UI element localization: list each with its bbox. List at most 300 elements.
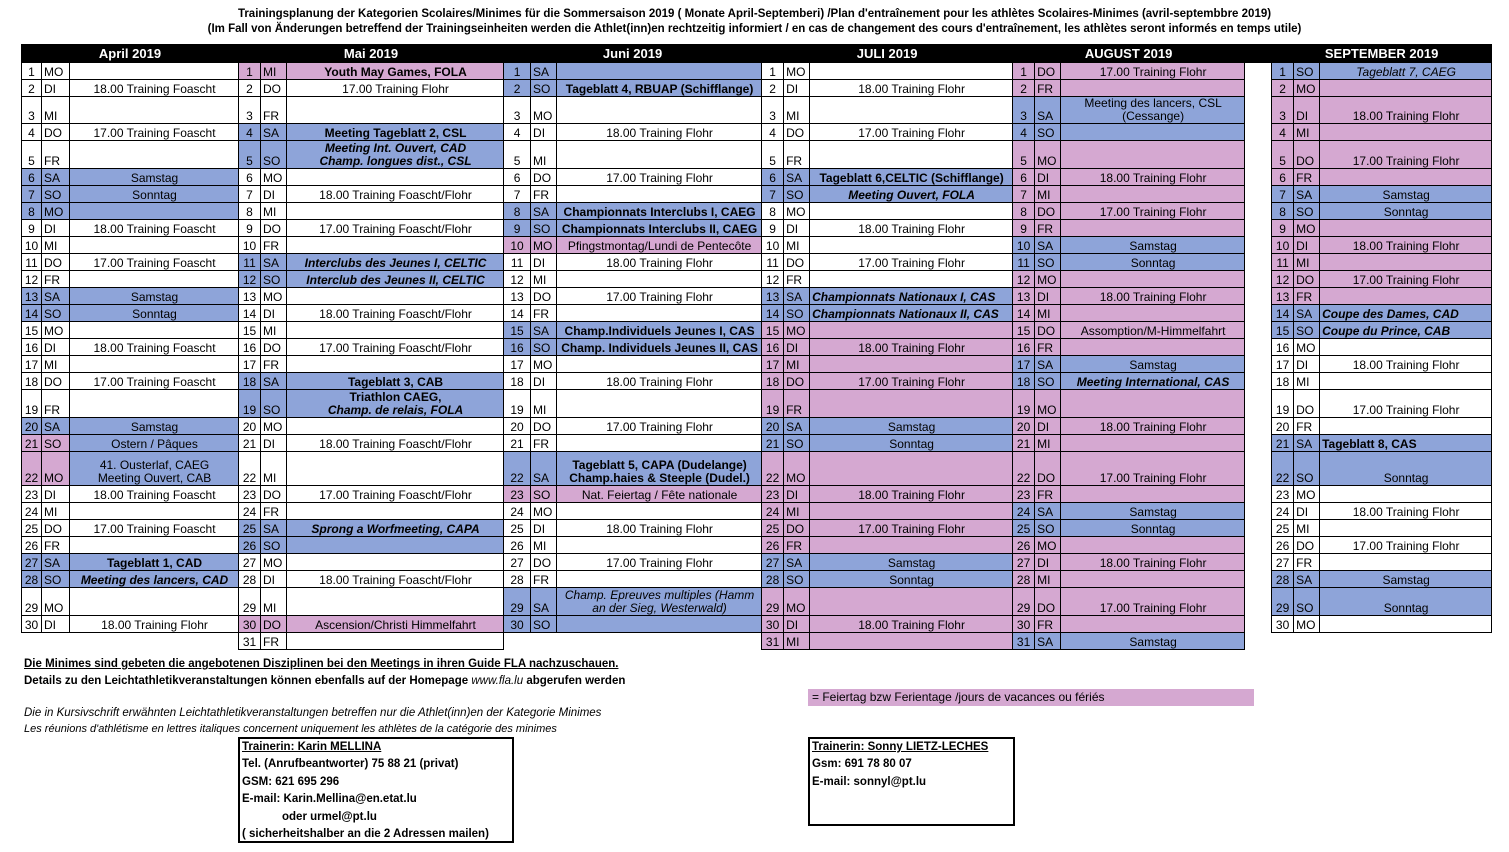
cell-event — [810, 271, 1013, 288]
cell-weekday: DI — [1294, 237, 1320, 254]
cell-day-number: 10 — [1272, 237, 1294, 254]
cell-day-number: 7 — [1272, 186, 1294, 203]
cell-day-number: 7 — [239, 186, 261, 203]
cell-event — [1061, 80, 1245, 97]
cell-event — [557, 97, 762, 124]
cell-weekday: SA — [1035, 503, 1061, 520]
cell-day-number: 31 — [762, 633, 784, 650]
cell-weekday: SO — [1035, 124, 1061, 141]
cell-day-number: 17 — [762, 356, 784, 373]
empty-cell — [504, 633, 531, 650]
calendar-row — [22, 288, 1492, 305]
cell-event: 18.00 Training Foascht/Flohr — [287, 186, 504, 203]
cell-weekday: SO — [1294, 322, 1320, 339]
cell-day-number: 15 — [762, 322, 784, 339]
cell-weekday: DI — [784, 486, 810, 503]
cell-weekday: DI — [42, 339, 70, 356]
cell-day-number: 30 — [1013, 616, 1035, 633]
cell-weekday: DI — [784, 616, 810, 633]
cell-day-number: 6 — [22, 169, 42, 186]
cell-weekday: FR — [1035, 80, 1061, 97]
month-header: April 2019 — [22, 45, 239, 63]
cell-event — [810, 356, 1013, 373]
cell-day-number: 8 — [239, 203, 261, 220]
cell-day-number: 12 — [762, 271, 784, 288]
cell-day-number: 19 — [504, 390, 531, 418]
cell-day-number: 7 — [1013, 186, 1035, 203]
cell-event: 18.00 Training Foascht — [70, 220, 239, 237]
cell-event — [70, 537, 239, 554]
cell-day-number: 24 — [504, 503, 531, 520]
cell-event — [557, 271, 762, 288]
holiday-legend: = Feiertag bzw Ferientage /jours de vacances ou fériés — [808, 689, 1254, 706]
month-header-row — [22, 45, 1492, 63]
cell-event — [1320, 80, 1492, 97]
cell-day-number: 9 — [1272, 220, 1294, 237]
cell-day-number: 14 — [762, 305, 784, 322]
calendar-row — [22, 305, 1492, 322]
calendar-row — [22, 418, 1492, 435]
cell-weekday: FR — [1035, 616, 1061, 633]
cell-day-number: 24 — [239, 503, 261, 520]
cell-day-number: 27 — [1013, 554, 1035, 571]
calendar-row — [22, 220, 1492, 237]
column-gap — [1245, 356, 1272, 373]
cell-weekday: SA — [42, 554, 70, 571]
cell-weekday: SO — [1294, 63, 1320, 80]
cell-event — [70, 271, 239, 288]
cell-event: 17.00 Training Foascht — [70, 520, 239, 537]
cell-event: Tageblatt 5, CAPA (Dudelange) Champ.haies & Steeple (Dudel.) — [557, 452, 762, 486]
cell-event — [810, 97, 1013, 124]
trainer-email[interactable]: E-mail: Karin.Mellina@en.etat.lu — [242, 793, 417, 806]
calendar-row — [22, 537, 1492, 554]
cell-weekday: SA — [1294, 571, 1320, 588]
cell-weekday: SA — [531, 203, 557, 220]
cell-day-number: 27 — [239, 554, 261, 571]
cell-event: 18.00 Training Foascht — [70, 339, 239, 356]
cell-event — [810, 237, 1013, 254]
cell-weekday: FR — [42, 537, 70, 554]
cell-weekday: SO — [1035, 373, 1061, 390]
column-gap — [1245, 220, 1272, 237]
cell-day-number: 27 — [22, 554, 42, 571]
column-gap — [1245, 169, 1272, 186]
cell-event: Samstag — [70, 288, 239, 305]
cell-event — [810, 503, 1013, 520]
cell-event: Ascension/Christi Himmelfahrt — [287, 616, 504, 633]
calendar-row — [22, 124, 1492, 141]
cell-weekday: SA — [1294, 186, 1320, 203]
cell-weekday: SO — [784, 435, 810, 452]
cell-day-number: 15 — [504, 322, 531, 339]
cell-event: Meeting International, CAS — [1061, 373, 1245, 390]
cell-day-number: 6 — [762, 169, 784, 186]
trainer-hint: ( sicherheitshalber an die 2 Adressen mailen) — [242, 828, 489, 841]
cell-day-number: 10 — [762, 237, 784, 254]
cell-event: 18.00 Training Flohr — [1061, 554, 1245, 571]
cell-day-number: 18 — [762, 373, 784, 390]
cell-day-number: 2 — [22, 80, 42, 97]
cell-weekday: SO — [784, 186, 810, 203]
cell-event: 18.00 Training Foascht/Flohr — [287, 435, 504, 452]
cell-event — [1061, 537, 1245, 554]
cell-weekday: MO — [1294, 486, 1320, 503]
month-header: AUGUST 2019 — [1013, 45, 1245, 63]
cell-day-number: 1 — [1013, 63, 1035, 80]
cell-day-number: 24 — [1013, 503, 1035, 520]
cell-weekday: FR — [261, 503, 287, 520]
cell-day-number: 26 — [1013, 537, 1035, 554]
cell-weekday: DI — [42, 220, 70, 237]
cell-weekday: DI — [784, 80, 810, 97]
cell-weekday: MO — [1294, 220, 1320, 237]
cell-day-number: 6 — [1272, 169, 1294, 186]
cell-weekday: MO — [261, 554, 287, 571]
cell-day-number: 14 — [1272, 305, 1294, 322]
calendar-row — [22, 80, 1492, 97]
cell-day-number: 11 — [239, 254, 261, 271]
cell-day-number: 19 — [22, 390, 42, 418]
cell-day-number: 8 — [22, 203, 42, 220]
cell-event: Champ. Individuels Jeunes II, CAS — [557, 339, 762, 356]
cell-event — [557, 305, 762, 322]
cell-day-number: 12 — [1272, 271, 1294, 288]
cell-weekday: DI — [531, 373, 557, 390]
calendar-row — [22, 588, 1492, 616]
cell-day-number: 11 — [504, 254, 531, 271]
cell-weekday: DO — [1294, 141, 1320, 169]
cell-day-number: 17 — [1272, 356, 1294, 373]
cell-day-number: 1 — [239, 63, 261, 80]
trainer-title: Trainerin: Sonny LIETZ-LECHES — [812, 741, 989, 753]
cell-event: Tageblatt 8, CAS — [1320, 435, 1492, 452]
cell-day-number: 16 — [22, 339, 42, 356]
cell-event — [557, 356, 762, 373]
cell-event — [70, 322, 239, 339]
cell-day-number: 8 — [504, 203, 531, 220]
cell-day-number: 16 — [1013, 339, 1035, 356]
cell-weekday: DO — [1035, 452, 1061, 486]
cell-event: Champ.Individuels Jeunes I, CAS — [557, 322, 762, 339]
cell-weekday: DI — [1035, 169, 1061, 186]
cell-weekday: MO — [261, 288, 287, 305]
cell-event — [70, 203, 239, 220]
cell-day-number: 28 — [504, 571, 531, 588]
cell-weekday: MI — [1294, 124, 1320, 141]
cell-day-number: 11 — [1272, 254, 1294, 271]
cell-event — [1061, 186, 1245, 203]
cell-day-number: 16 — [239, 339, 261, 356]
cell-day-number: 21 — [1272, 435, 1294, 452]
cell-day-number: 3 — [762, 97, 784, 124]
cell-event — [287, 633, 504, 650]
cell-event — [70, 63, 239, 80]
cell-day-number: 10 — [239, 237, 261, 254]
cell-event — [557, 503, 762, 520]
column-gap — [1245, 554, 1272, 571]
calendar-row — [22, 322, 1492, 339]
cell-event — [1320, 124, 1492, 141]
trainer-box-mellina — [238, 737, 514, 843]
cell-weekday: SO — [1294, 203, 1320, 220]
cell-event: Samstag — [1320, 571, 1492, 588]
calendar-row — [22, 97, 1492, 124]
cell-event — [1320, 254, 1492, 271]
cell-event: 17.00 Training Flohr — [810, 124, 1013, 141]
calendar-row — [22, 503, 1492, 520]
cell-weekday: DO — [42, 373, 70, 390]
cell-day-number: 14 — [22, 305, 42, 322]
cell-day-number: 14 — [504, 305, 531, 322]
cell-day-number: 15 — [22, 322, 42, 339]
cell-weekday: SO — [42, 435, 70, 452]
cell-day-number: 9 — [504, 220, 531, 237]
cell-event: 17.00 Training Flohr — [1320, 141, 1492, 169]
cell-event: Assomption/M-Himmelfahrt — [1061, 322, 1245, 339]
cell-day-number: 25 — [22, 520, 42, 537]
cell-weekday: FR — [531, 305, 557, 322]
cell-weekday: DO — [1035, 588, 1061, 616]
note-minimes-disciplines: Die Minimes sind gebeten die angebotenen Disziplinen bei den Meetings in ihren Guide FLA nachzuschauen. — [24, 658, 619, 670]
cell-day-number: 20 — [1013, 418, 1035, 435]
cell-day-number: 20 — [1272, 418, 1294, 435]
cell-weekday: SO — [784, 571, 810, 588]
cell-day-number: 31 — [239, 633, 261, 650]
cell-weekday: FR — [1294, 288, 1320, 305]
cell-event: Meeting Tageblatt 2, CSL — [287, 124, 504, 141]
cell-weekday: MO — [1035, 141, 1061, 169]
website-link[interactable]: www.fla.lu — [471, 675, 524, 687]
cell-weekday: MI — [1035, 571, 1061, 588]
cell-weekday: DI — [784, 339, 810, 356]
cell-weekday: MO — [261, 418, 287, 435]
cell-event: 17.00 Training Flohr — [557, 554, 762, 571]
cell-event: 18.00 Training Foascht — [70, 80, 239, 97]
cell-weekday: FR — [261, 237, 287, 254]
cell-event — [1061, 486, 1245, 503]
cell-weekday: MO — [784, 588, 810, 616]
cell-day-number: 13 — [762, 288, 784, 305]
empty-cell — [1320, 633, 1492, 650]
cell-day-number: 9 — [239, 220, 261, 237]
cell-event: Championnats Interclubs I, CAEG — [557, 203, 762, 220]
cell-weekday: DO — [531, 418, 557, 435]
cell-weekday: SO — [42, 305, 70, 322]
cell-event: Meeting Ouvert, FOLA — [810, 186, 1013, 203]
cell-weekday: DI — [531, 520, 557, 537]
cell-event: Tageblatt 1, CAD — [70, 554, 239, 571]
column-gap — [1245, 633, 1272, 650]
cell-day-number: 22 — [762, 452, 784, 486]
cell-weekday: DI — [261, 435, 287, 452]
cell-event — [557, 390, 762, 418]
cell-day-number: 28 — [22, 571, 42, 588]
cell-day-number: 4 — [22, 124, 42, 141]
cell-weekday: DO — [1294, 271, 1320, 288]
cell-weekday: FR — [784, 141, 810, 169]
calendar-row — [22, 203, 1492, 220]
cell-event — [557, 616, 762, 633]
calendar-row — [22, 554, 1492, 571]
cell-day-number: 5 — [762, 141, 784, 169]
cell-day-number: 30 — [504, 616, 531, 633]
note-italic-fr: Les réunions d'athlétisme en lettres italiques concernent uniquement les athlètes de la catégorie des minimes — [24, 723, 557, 735]
cell-day-number: 17 — [504, 356, 531, 373]
cell-weekday: DI — [531, 124, 557, 141]
cell-weekday: FR — [1294, 554, 1320, 571]
cell-weekday: FR — [1035, 486, 1061, 503]
trainer-email-alt[interactable]: oder urmel@pt.lu — [282, 810, 377, 823]
cell-weekday: FR — [42, 271, 70, 288]
cell-weekday: DI — [784, 220, 810, 237]
cell-weekday: MO — [784, 63, 810, 80]
cell-weekday: MO — [261, 169, 287, 186]
cell-day-number: 20 — [504, 418, 531, 435]
cell-weekday: MI — [784, 633, 810, 650]
cell-weekday: MI — [42, 237, 70, 254]
cell-event — [287, 97, 504, 124]
cell-day-number: 22 — [504, 452, 531, 486]
cell-weekday: SA — [42, 169, 70, 186]
cell-weekday: DO — [784, 520, 810, 537]
cell-weekday: SO — [531, 486, 557, 503]
cell-event: Samstag — [1061, 237, 1245, 254]
cell-weekday: FR — [261, 97, 287, 124]
cell-weekday: MO — [42, 322, 70, 339]
cell-day-number: 1 — [1272, 63, 1294, 80]
cell-day-number: 28 — [1272, 571, 1294, 588]
page-subtitle: (Im Fall von Änderungen betreffend der Trainingseinheiten werden die Athlet(inn)en rechtzeitig informiert / en cas de changement des cours d'entraînement, les athlètes seront informés en temps utile) — [207, 23, 1302, 35]
cell-weekday: DI — [1035, 418, 1061, 435]
cell-day-number: 6 — [1013, 169, 1035, 186]
cell-weekday: MI — [1035, 435, 1061, 452]
cell-event: 18.00 Training Flohr — [1320, 237, 1492, 254]
cell-event: Meeting Int. Ouvert, CAD Champ. longues dist., CSL — [287, 141, 504, 169]
cell-day-number: 10 — [504, 237, 531, 254]
trainer-title: Trainerin: Karin MELLINA — [242, 741, 382, 753]
cell-event — [70, 356, 239, 373]
cell-weekday: SO — [531, 616, 557, 633]
cell-day-number: 24 — [22, 503, 42, 520]
cell-weekday: MI — [784, 356, 810, 373]
cell-event — [1320, 373, 1492, 390]
cell-day-number: 21 — [22, 435, 42, 452]
cell-weekday: DI — [1294, 503, 1320, 520]
cell-day-number: 15 — [239, 322, 261, 339]
cell-day-number: 26 — [762, 537, 784, 554]
calendar-row — [22, 169, 1492, 186]
cell-weekday: DI — [261, 186, 287, 203]
cell-day-number: 22 — [1013, 452, 1035, 486]
trainer-email[interactable]: E-mail: sonnyl@pt.lu — [812, 775, 927, 788]
cell-day-number: 29 — [504, 588, 531, 616]
cell-day-number: 11 — [762, 254, 784, 271]
cell-day-number: 6 — [504, 169, 531, 186]
cell-event: Sonntag — [810, 435, 1013, 452]
column-gap — [1245, 486, 1272, 503]
cell-day-number: 27 — [504, 554, 531, 571]
cell-event — [557, 571, 762, 588]
cell-day-number: 30 — [22, 616, 42, 633]
cell-event: Samstag — [70, 169, 239, 186]
cell-day-number: 25 — [762, 520, 784, 537]
cell-weekday: DO — [1294, 390, 1320, 418]
cell-event — [1061, 435, 1245, 452]
cell-day-number: 12 — [1013, 271, 1035, 288]
cell-day-number: 19 — [1013, 390, 1035, 418]
cell-weekday: SA — [261, 254, 287, 271]
cell-event: Sonntag — [70, 186, 239, 203]
cell-weekday: SA — [784, 418, 810, 435]
cell-weekday: DI — [261, 305, 287, 322]
column-gap — [1245, 97, 1272, 124]
cell-event: Samstag — [1320, 186, 1492, 203]
note-details — [24, 674, 625, 688]
cell-weekday: SA — [261, 373, 287, 390]
cell-weekday: SO — [261, 537, 287, 554]
cell-event — [810, 633, 1013, 650]
cell-event — [810, 588, 1013, 616]
column-gap — [1245, 339, 1272, 356]
cell-day-number: 3 — [1013, 97, 1035, 124]
cell-day-number: 5 — [22, 141, 42, 169]
cell-weekday: SO — [1035, 520, 1061, 537]
cell-day-number: 25 — [239, 520, 261, 537]
cell-weekday: DI — [1294, 97, 1320, 124]
cell-day-number: 13 — [504, 288, 531, 305]
cell-day-number: 17 — [1013, 356, 1035, 373]
cell-event — [287, 322, 504, 339]
cell-event: 18.00 Training Flohr — [1061, 169, 1245, 186]
cell-weekday: MO — [531, 237, 557, 254]
cell-weekday: FR — [531, 186, 557, 203]
cell-day-number: 11 — [22, 254, 42, 271]
cell-weekday: MI — [261, 322, 287, 339]
cell-event: 17.00 Training Foascht — [70, 124, 239, 141]
cell-weekday: SA — [531, 452, 557, 486]
cell-weekday: MI — [1294, 520, 1320, 537]
note-details-text: Details zu den Leichtathletikveranstaltungen können ebenfalls auf der Homepage — [24, 675, 469, 687]
cell-event: Championnats Interclubs II, CAEG — [557, 220, 762, 237]
column-gap — [1245, 80, 1272, 97]
cell-day-number: 18 — [22, 373, 42, 390]
cell-day-number: 20 — [239, 418, 261, 435]
cell-event: 17.00 Training Flohr — [1061, 452, 1245, 486]
cell-day-number: 29 — [239, 588, 261, 616]
cell-weekday: MI — [531, 537, 557, 554]
cell-event: 18.00 Training Flohr — [810, 486, 1013, 503]
cell-event: 41. Ousterlaf, CAEG Meeting Ouvert, CAB — [70, 452, 239, 486]
cell-weekday: DO — [42, 124, 70, 141]
month-header: Juni 2019 — [504, 45, 762, 63]
cell-day-number: 23 — [504, 486, 531, 503]
cell-weekday: DO — [784, 124, 810, 141]
trainer-gsm: GSM: 621 695 296 — [242, 775, 340, 788]
cell-day-number: 25 — [504, 520, 531, 537]
cell-event: Samstag — [1061, 356, 1245, 373]
cell-weekday: DO — [531, 288, 557, 305]
cell-event — [810, 322, 1013, 339]
cell-weekday: DO — [531, 554, 557, 571]
cell-day-number: 12 — [504, 271, 531, 288]
cell-event — [1061, 220, 1245, 237]
cell-day-number: 23 — [239, 486, 261, 503]
calendar-row — [22, 63, 1492, 80]
cell-day-number: 4 — [762, 124, 784, 141]
cell-event: 17.00 Training Flohr — [1320, 271, 1492, 288]
cell-event: 18.00 Training Foascht/Flohr — [287, 571, 504, 588]
